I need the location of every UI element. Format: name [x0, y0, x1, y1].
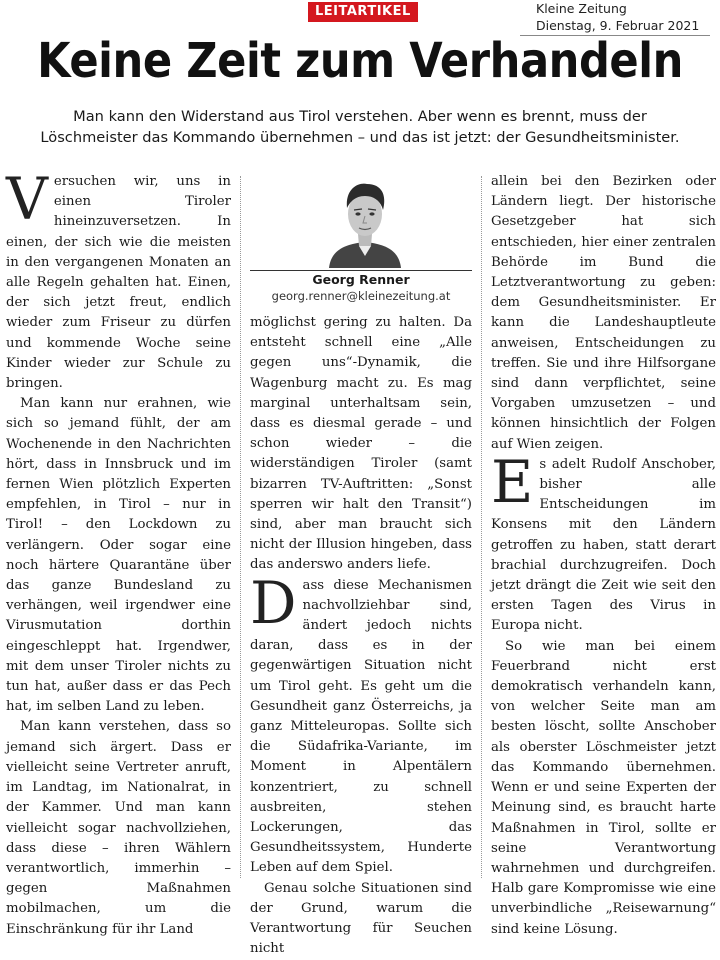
author-email: georg.renner@kleinezeitung.at	[271, 289, 451, 303]
paragraph-text: ersuchen wir, uns in einen Tiroler hineinzuversetzen. In einen, der sich wie die meisten in den vergangenen Monaten an alle Regeln gehalten hat. Einen, der sich jetzt freut, endlich wieder zum Friseur zu dürfen und kommende Woche seine Kinder wieder zur Schule zu bringen.	[6, 174, 231, 392]
masthead	[536, 0, 699, 34]
publication-date: Dienstag, 9. Februar 2021	[536, 18, 700, 33]
paragraph	[6, 165, 231, 394]
article-column-2	[250, 313, 472, 960]
author-name: Georg Renner	[312, 272, 410, 287]
paragraph: Genau solche Situationen sind der Grund, warum die Verantwortung für Seuchen nicht	[250, 880, 472, 957]
article-column-1	[6, 165, 231, 940]
drop-cap: D	[250, 568, 297, 637]
drop-cap: E	[491, 447, 534, 516]
publication-name: Kleine Zeitung	[536, 1, 627, 16]
drop-cap: V	[6, 165, 48, 233]
paragraph: möglichst gering zu halten. Da entsteht schnell eine „Alle gegen uns“-Dynamik, die Wagenburg macht zu. Es mag marginal unterhaltsam sein, dass es diesmal gerade – und schon wieder – die widerständigen Tiroler (samt bizarren TV-Auftritten: „Sonst sperren wir halt den Transit“) sind, aber man braucht sich nicht der Illusion hingeben, dass das anderswo anders liefe.	[250, 315, 472, 573]
paragraph: Man kann nur erahnen, wie sich so jemand fühlt, der am Wochenende in den Nachrichten hört, dass in Innsbruck und im fernen Wien plötzlich Experten empfehlen, in Tirol – nur in Tirol! – den Lockdown zu verlängern. Oder sogar eine noch härtere Quarantäne über das ganze Bundesland zu verhängen, weil irgendwer eine Virusmutation dorthin eingeschleppt hat. Irgendwer, mit dem unser Tiroler nichts zu tun hat, außer dass er das Pech hat, im selben Land zu leben.	[6, 396, 231, 715]
column-divider-2	[481, 176, 482, 878]
author-portrait	[325, 176, 405, 268]
article-column-3	[491, 172, 716, 940]
paragraph: allein bei den Bezirken oder Ländern liegt. Der historische Gesetzgeber hat sich entschieden, hier einer zentralen Behörde im Bund die Letztverantwortung zu geben: dem Gesundheitsminister. Er kann die Landeshauptleute anweisen, Entscheidungen zu treffen. Sie und ihre Hilfsorgane sind dann verpflichtet, seine Vorgaben umzusetzen – und können hinsichtlich der Folgen auf Wien zeigen.	[491, 174, 716, 452]
paragraph: Man kann verstehen, dass so jemand sich ärgert. Dass er vielleicht seine Vertreter anruft, im Landtag, im Nationalrat, in der Kammer. Und man kann vielleicht sogar nachvollziehen, dass diese – ihren Wählern verantwortlich, immerhin – gegen Maßnahmen mobilmachen, um die Einschränkung für ihr Land	[6, 719, 231, 937]
paragraph	[491, 447, 716, 637]
deck	[0, 106, 720, 148]
paragraph: So wie man bei einem Feuerbrand nicht erst demokratisch verhandeln kann, von welcher Seite man am besten löscht, sollte Anschober als oberster Löschmeister jetzt das Kommando übernehmen. Wenn er und seine Experten der Meinung sind, es braucht harte Maßnahmen in Tirol, sollte er seine Verantwortung wahrnehmen und durchgreifen. Halb gare Kompromisse wie eine unverbindliche „Reisewarnung“ sind keine Lösung.	[491, 638, 716, 937]
section-tag: LEITARTIKEL	[308, 2, 418, 22]
paragraph-text: ass diese Mechanismen nachvollziehbar sind, ändert jedoch nichts daran, dass es in der gegenwärtigen Situation nicht um Tirol geht. Es geht um die Gesundheit ganz Österreichs, ja ganz Mitteleuropas. Sollte sich die Südafrika-Variante, im Moment in Alpentälern konzentriert, zu schnell ausbreiten, stehen Lockerungen, das Gesundheitssystem, Hunderte Leben auf dem Spiel.	[250, 577, 472, 876]
deck-line-2: Löschmeister das Kommando übernehmen – und das ist jetzt: der Gesundheitsminister.	[40, 129, 680, 146]
paragraph	[250, 568, 472, 879]
headline: Keine Zeit zum Verhandeln	[37, 33, 683, 89]
paragraph-text: s adelt Rudolf Anschober, bisher alle Entscheidungen im Konsens mit den Ländern getroffen zu haben, statt derart brachial durchzugreifen. Doch jetzt drängt die Zeit wie seit den ersten Tagen des Virus in Europa nicht.	[491, 456, 716, 634]
deck-line-1: Man kann den Widerstand aus Tirol verstehen. Aber wenn es brennt, muss der	[73, 108, 647, 125]
column-divider-1	[240, 176, 241, 878]
